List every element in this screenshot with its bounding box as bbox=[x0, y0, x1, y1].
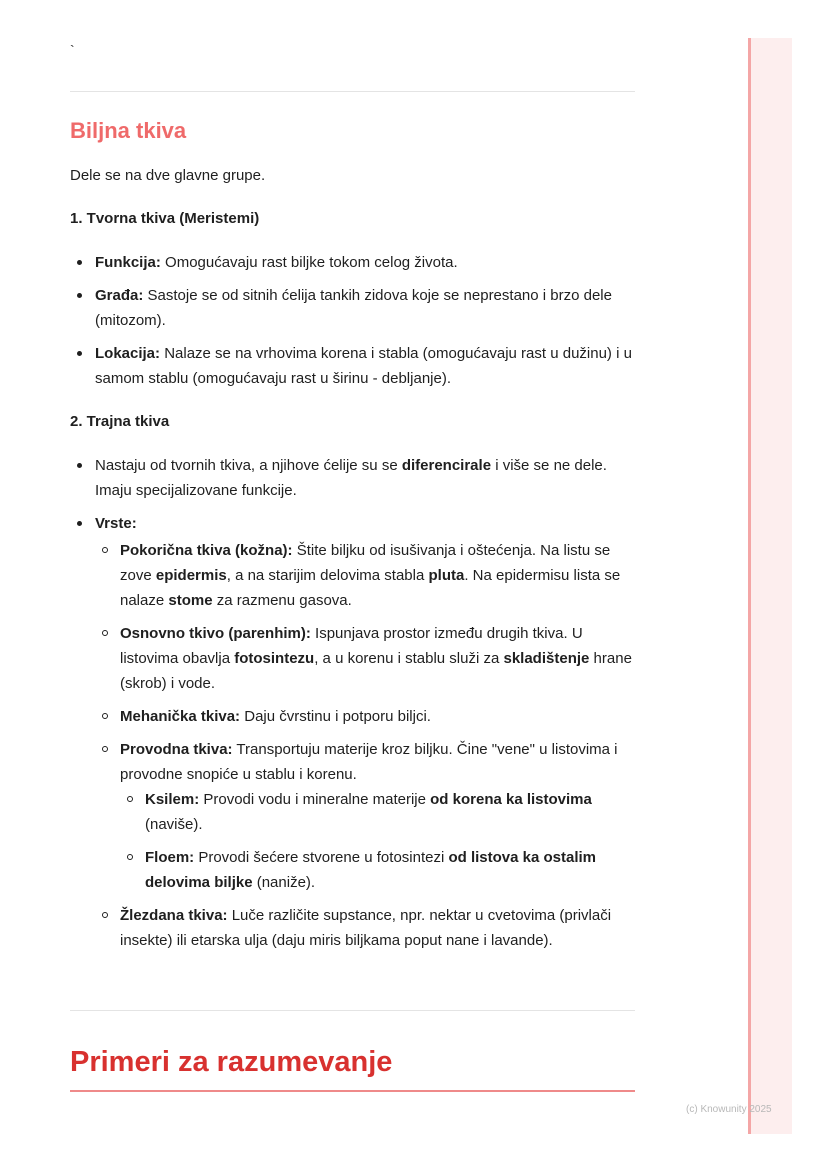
item-label: Vrste: bbox=[95, 515, 137, 532]
item-text: (naniže). bbox=[252, 874, 316, 891]
conducting-tissue-list bbox=[120, 787, 635, 895]
intro-text: Dele se na dve glavne grupe. bbox=[70, 167, 266, 184]
item-text: Luče različite supstance, npr. nektar u cvetovima (privlači insekte) ili etarska ulja (daju miris biljkama poput nane i lavande). bbox=[120, 907, 612, 949]
list-item bbox=[70, 453, 635, 503]
group1-heading: 1. Tvorna tkiva (Meristemi) bbox=[70, 210, 260, 227]
stray-mark: ` bbox=[70, 42, 75, 58]
list-item-pokoricna bbox=[95, 538, 635, 613]
item-text: Sastoje se od sitnih ćelija tankih zidova koje se neprestano i brzo dele (mitozom). bbox=[95, 287, 612, 329]
next-section-heading: Primeri za razumevanje bbox=[70, 1046, 393, 1078]
bold-term: od listova ka ostalim delovima biljke bbox=[145, 849, 597, 891]
item-text: Nalaze se na vrhovima korena i stabla (omogućavaju rast u dužinu) i u samom stablu (omogućavaju rast u širinu - debljanje). bbox=[95, 345, 632, 387]
heading-underline bbox=[70, 1090, 635, 1092]
item-text: , a u korenu i stablu služi za bbox=[314, 650, 504, 667]
item-label: Lokacija: bbox=[95, 345, 161, 362]
list-item-zlezdana bbox=[95, 903, 635, 953]
margin-line bbox=[748, 38, 751, 1134]
item-label: Mehanička tkiva: bbox=[120, 708, 241, 725]
bold-term: skladištenje bbox=[503, 650, 590, 667]
list-item-ksilem bbox=[120, 787, 635, 837]
item-text: Nastaju od tvornih tkiva, a njihove ćelije su se bbox=[95, 457, 402, 474]
list-item-provodna bbox=[95, 737, 635, 895]
section-title: Biljna tkiva bbox=[70, 118, 187, 143]
list-item bbox=[70, 283, 635, 333]
item-text: . Na epidermisu lista se nalaze bbox=[120, 567, 621, 609]
item-text: Provodi vodu i mineralne materije bbox=[199, 791, 431, 808]
bold-term: stome bbox=[168, 592, 213, 609]
item-text: Omogućavaju rast biljke tokom celog života. bbox=[160, 254, 458, 271]
item-text: i više se ne dele. Imaju specijalizovane funkcije. bbox=[95, 457, 607, 499]
item-label: Građa: bbox=[95, 287, 144, 304]
bold-term: pluta bbox=[428, 567, 465, 584]
item-label: Provodna tkiva: bbox=[120, 741, 233, 758]
divider-top bbox=[70, 91, 635, 92]
group2-list bbox=[70, 453, 635, 961]
item-text: (naviše). bbox=[145, 816, 203, 833]
divider-bottom bbox=[70, 1010, 635, 1011]
item-text: za razmenu gasova. bbox=[212, 592, 352, 609]
item-label: Osnovno tkivo (parenhim): bbox=[120, 625, 311, 642]
list-item-mehanicka bbox=[95, 704, 635, 729]
item-label: Pokorična tkiva (kožna): bbox=[120, 542, 293, 559]
bold-term: diferencirale bbox=[401, 457, 492, 474]
margin-band bbox=[748, 38, 792, 1134]
item-text: hrane (skrob) i vode. bbox=[120, 650, 632, 692]
list-item bbox=[70, 511, 635, 953]
list-item bbox=[70, 341, 635, 391]
list-item-floem bbox=[120, 845, 635, 895]
item-text: Ispunjava prostor između drugih tkiva. U listovima obavlja bbox=[120, 625, 583, 667]
group2-heading: 2. Trajna tkiva bbox=[70, 413, 170, 430]
list-item-osnovno bbox=[95, 621, 635, 696]
tissue-types-list bbox=[95, 538, 635, 953]
list-item bbox=[70, 250, 635, 275]
bold-term: od korena ka listovima bbox=[430, 791, 592, 808]
item-label: Funkcija: bbox=[95, 254, 161, 271]
footer-copyright: (c) Knowunity 2025 bbox=[686, 1104, 772, 1115]
group1-list bbox=[70, 250, 635, 399]
item-label: Floem: bbox=[145, 849, 195, 866]
item-text: Štite biljku od isušivanja i oštećenja. Na listu se zove bbox=[120, 542, 611, 584]
bold-term: epidermis bbox=[155, 567, 227, 584]
item-text: Transportuju materije kroz biljku. Čine "vene" u listovima i provodne snopiće u stablu i korenu. bbox=[120, 741, 618, 783]
item-text: , a na starijim delovima stabla bbox=[226, 567, 429, 584]
item-text: Provodi šećere stvorene u fotosintezi bbox=[194, 849, 449, 866]
item-label: Ksilem: bbox=[145, 791, 200, 808]
item-label: Žlezdana tkiva: bbox=[120, 907, 228, 924]
bold-term: fotosintezu bbox=[234, 650, 315, 667]
item-text: Daju čvrstinu i potporu biljci. bbox=[240, 708, 431, 725]
